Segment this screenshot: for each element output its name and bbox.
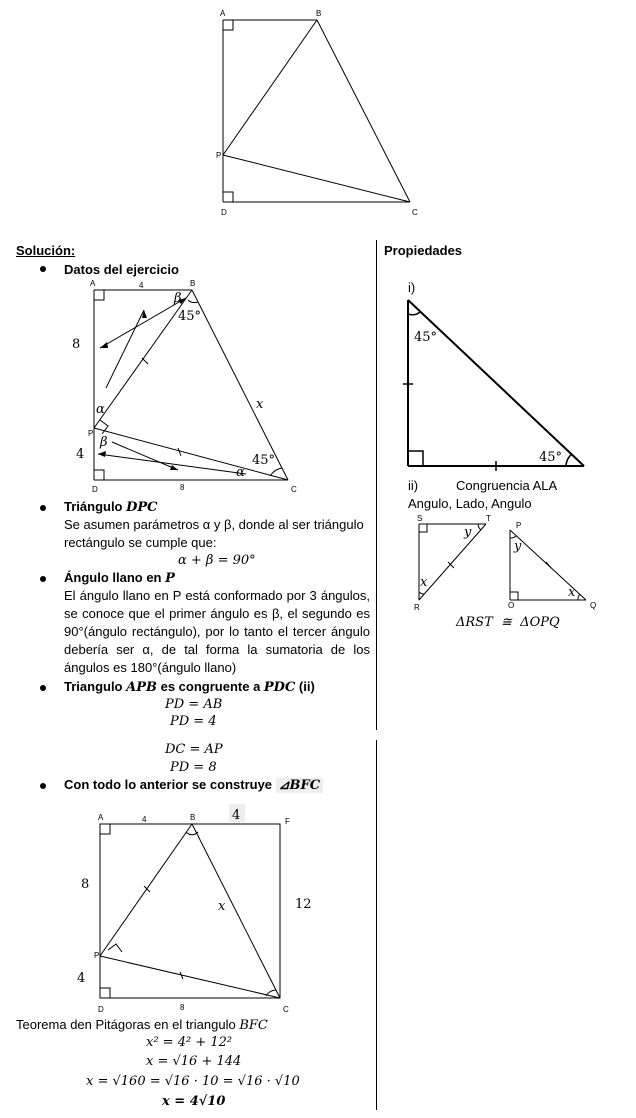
prop-ii-label: ii) [408,478,419,493]
prop-i-label: i) [408,280,416,295]
rst-label-t: T [486,514,491,523]
fig2-top-length: 4 [142,815,147,824]
bullet-angulo-llano [64,569,175,588]
fig1-left-upper-length: 8 [72,337,81,352]
properties-title: Propiedades [384,243,463,258]
fig2-left-upper-length: 8 [81,877,90,892]
opq-x: x [568,585,576,600]
fig1-bottom-length: 8 [180,483,185,492]
fig1-alpha-p: α [96,402,105,417]
prop-i-angle-right: 45° [539,450,563,465]
pyth-eq2: x = √16 + 144 [146,1054,242,1069]
bullet4-m1: APB [126,680,157,695]
fig1-angle-c: 45° [252,453,276,468]
top-label-p: P [216,151,222,160]
bullet3-math: P [165,571,175,586]
fig2-label-a: A [98,813,104,822]
rst-label-r: R [414,603,420,612]
fig2-top-right-length: 4 [232,808,241,823]
bullet2-line2: rectángulo se cumple que: [64,535,217,550]
fig1-label-p: P [88,429,94,438]
pyth-title-text: Teorema den Pitágoras en el triangulo [16,1017,240,1032]
fig2-bottom-length: 8 [180,1003,185,1012]
prop-ii-subtitle: Angulo, Lado, Angulo [408,496,532,511]
top-label-c: C [412,208,418,217]
bullet-dot [40,266,46,272]
fig1-label-d: D [92,485,98,494]
bullet4-post: (ii) [295,679,315,694]
bullet3-text: El ángulo llano en P está conformado por 3 ángulos, se conoce que el primer ángulo es β, el segundo es 90°(ángulo rectángulo), por lo tanto el tercer ángulo debería ser α, de tal forma la sumatoria de los ángulos es 180°(ángulo llano) [64,588,370,675]
rst-label-s: S [417,514,423,523]
bullet5-math: ⊿BFC [276,778,323,793]
fig1-label-c: C [291,485,297,494]
eq-pd-ab: PD = AB [165,697,223,712]
prop-i-angle-top: 45° [414,330,438,345]
bullet4-pre: Triangulo [64,679,127,694]
bullet-construye [64,776,323,795]
fig1-x-label: x [256,397,264,412]
fig2-label-b: B [190,813,196,822]
bullet5-text: Con todo lo anterior se construye [64,777,276,792]
bullet-dot [40,505,46,511]
pythagoras-title [16,1016,268,1035]
fig1-top-length: 4 [139,281,144,290]
pyth-math: BFC [239,1018,268,1033]
bullet2-line1: Se asumen parámetros α y β, donde al ser triángulo [64,517,364,532]
fig1-label-a: A [90,279,96,288]
bullet3-title: Ángulo llano en [64,570,166,585]
opq-y: y [514,539,522,554]
fig1-label-b: B [190,279,196,288]
bullet-dot [40,576,46,582]
rst-x: x [420,575,428,590]
pyth-eq1: x² = 4² + 12² [146,1035,233,1050]
eq-pd-4: PD = 4 [170,714,217,729]
fig1-alpha-c: α [236,465,245,480]
pyth-result: x = 4√10 [162,1094,226,1109]
triangle-opq [502,518,608,612]
bullet-congruencia [64,678,315,697]
eq-dc-ap: DC = AP [165,742,223,757]
fig2-x-label: x [218,899,226,914]
bullet-datos: Datos del ejercicio [64,262,179,277]
fig2-label-c: C [283,1005,289,1014]
fig1-angle-b: 45° [178,309,202,324]
opq-label-q: Q [590,601,597,610]
bullet2-title: Triángulo [64,499,127,514]
rst-y: y [464,525,472,540]
bullet2-math: DPC [126,500,158,515]
top-label-d: D [221,208,227,217]
fig2-label-f: F [285,817,290,826]
triangle-rst [410,512,500,614]
prop-ii-title: Congruencia ALA [456,478,558,493]
top-figure [210,6,430,221]
bfc-figure [72,802,322,1020]
bullet4-mid: es congruente a [156,679,264,694]
fig2-label-p: P [94,951,100,960]
prop-i-triangle [400,296,596,472]
column-divider-bottom [376,740,377,1110]
fig2-label-d: D [98,1005,104,1014]
fig1-left-lower-length: 4 [76,447,85,462]
congruence-statement: ΔRST ≅ ΔOPQ [456,615,560,630]
bullet-triangulo-dpc [64,498,158,517]
eq-alpha-beta: α + β = 90° [178,553,256,568]
fig2-right-length: 12 [295,897,312,912]
bullet-dot [40,685,46,691]
column-divider-top [376,240,377,730]
opq-label-o: O [508,601,515,610]
data-figure [60,278,310,498]
fig1-beta-p: β [100,435,108,450]
bullet4-m2: PDC [263,680,296,695]
eq-pd-8: PD = 8 [170,760,217,775]
bullet-dot [40,783,46,789]
fig1-beta-top: β [174,291,182,306]
opq-label-p: P [516,521,522,530]
top-label-b: B [316,9,322,18]
top-label-a: A [220,9,226,18]
fig2-left-lower-length: 4 [77,971,86,986]
solution-title: Solución: [16,243,76,258]
pyth-eq3: x = √160 = √16 · 10 = √16 · √10 [86,1074,300,1089]
